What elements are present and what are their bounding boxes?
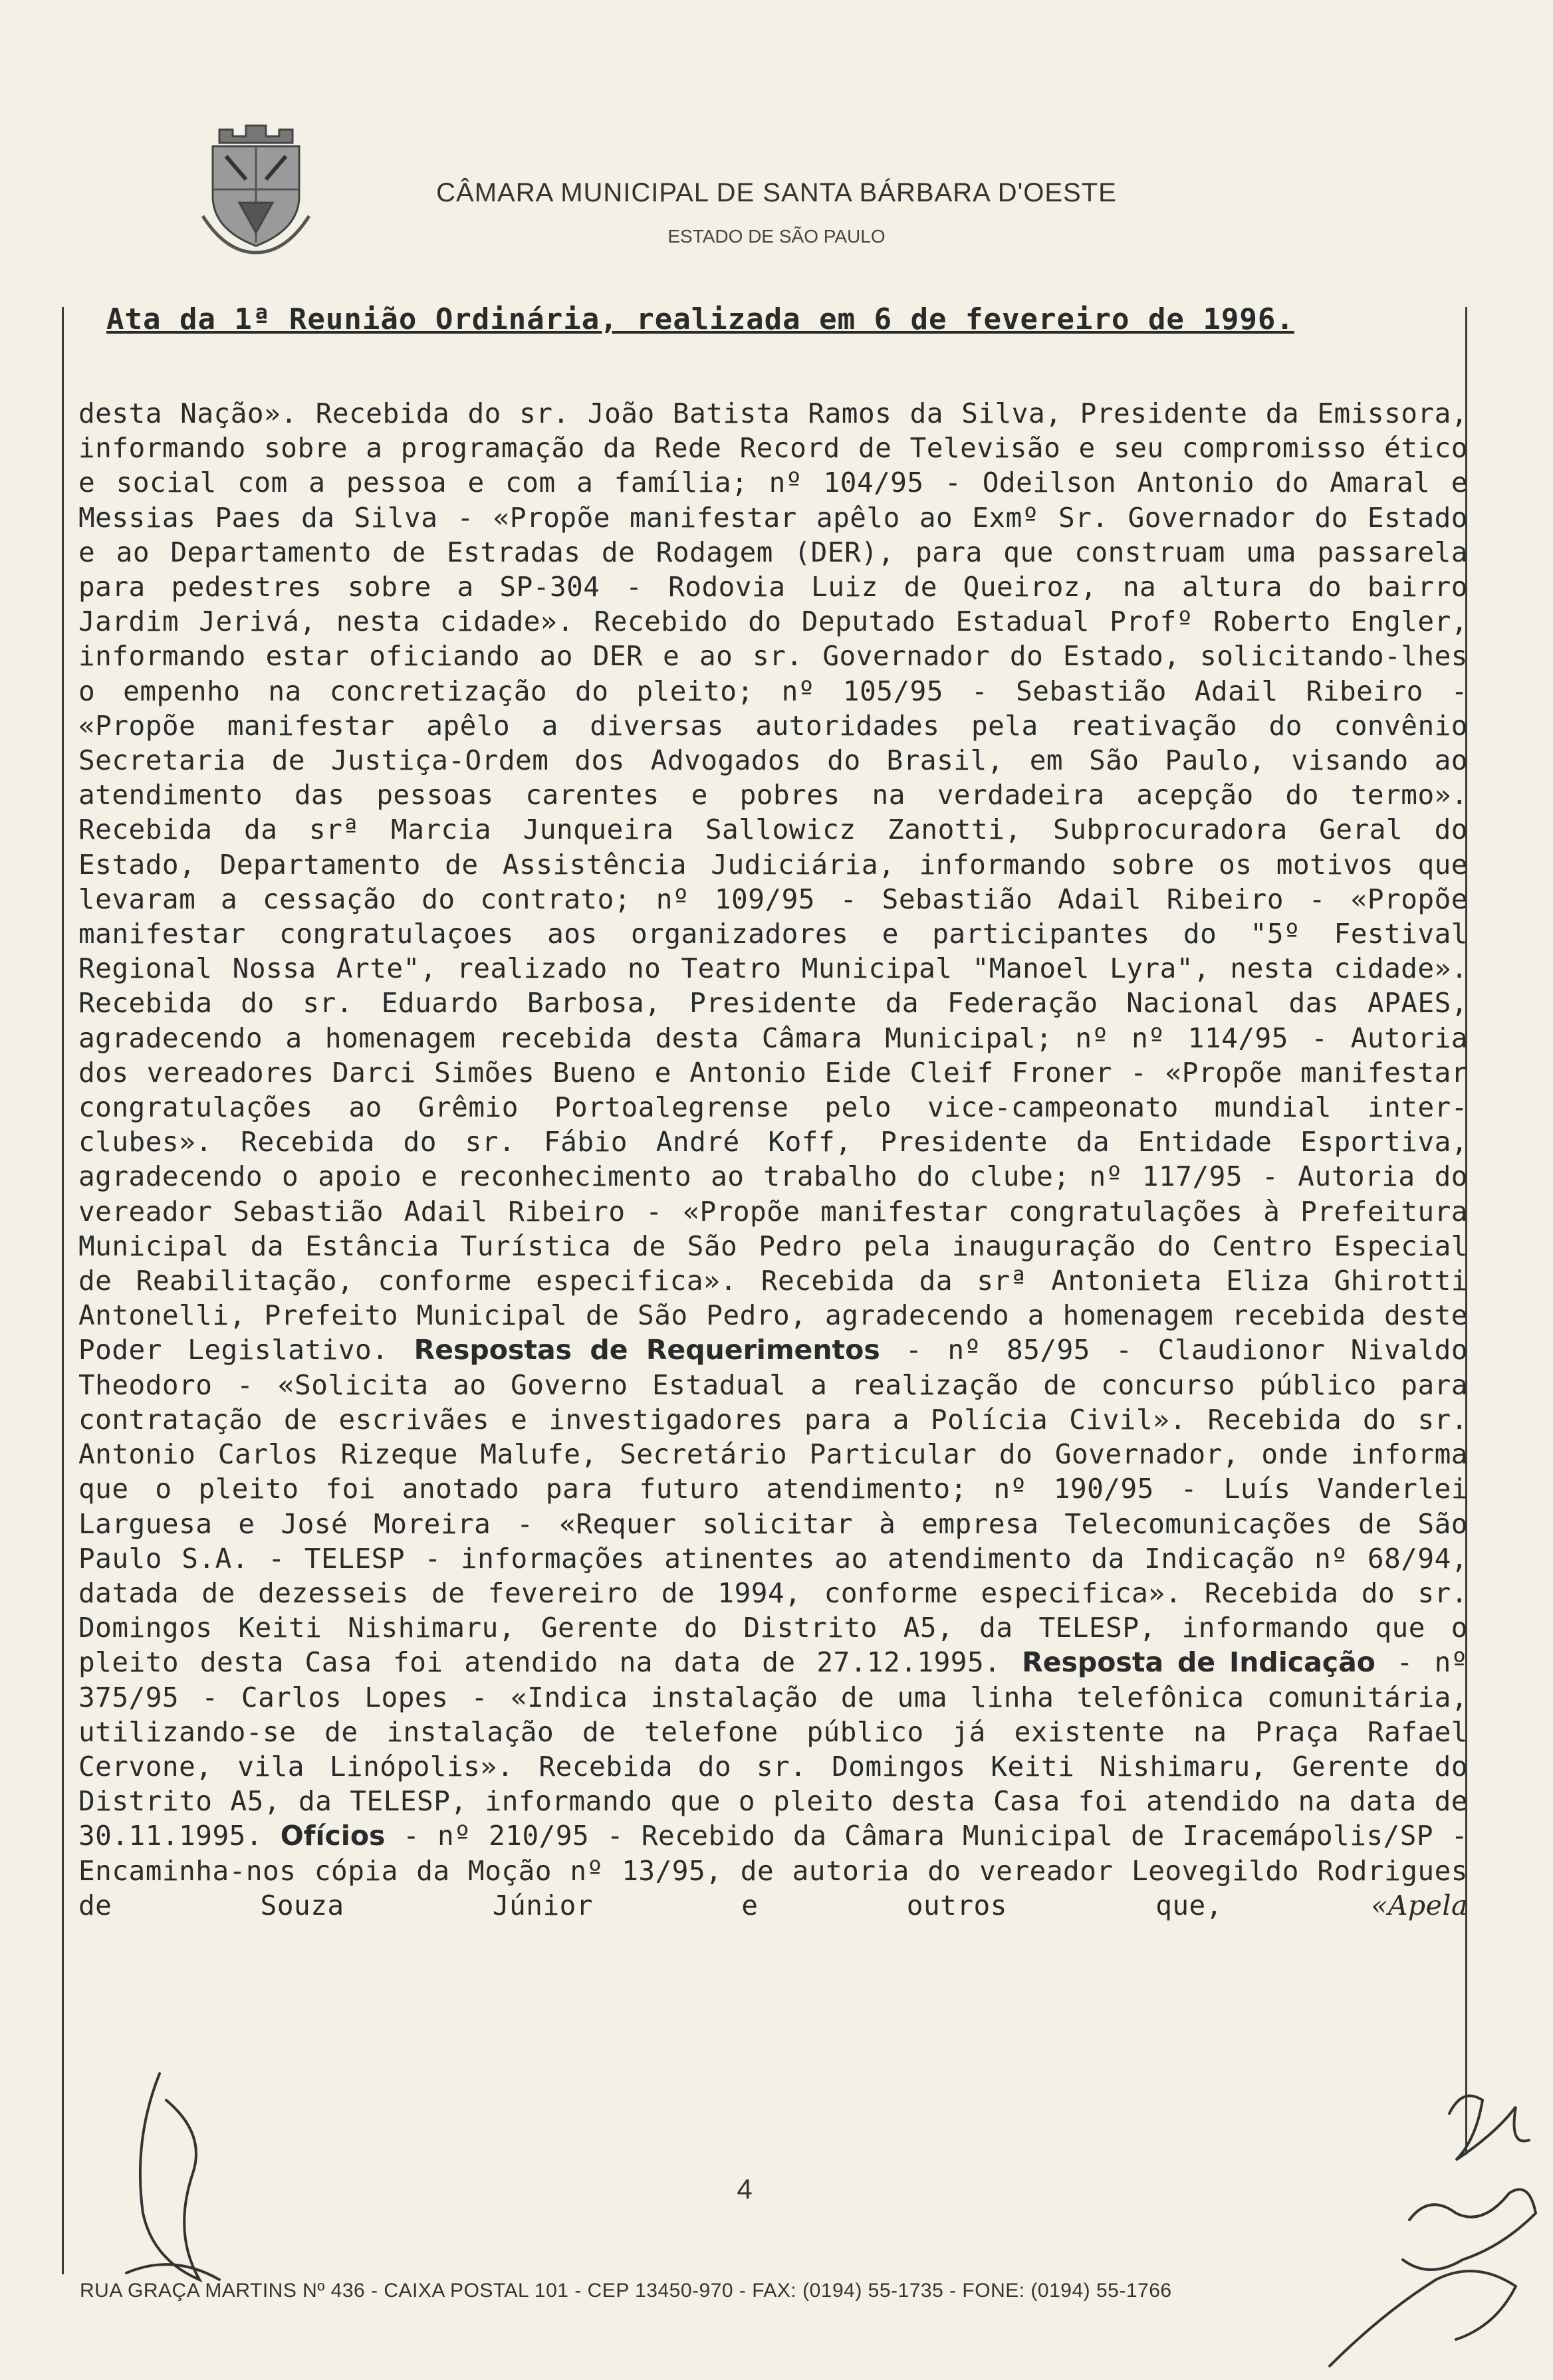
handwritten-signatures <box>0 2060 1553 2380</box>
body-segment: - nº 375/95 - Carlos Lopes - «Indica instalação de uma linha telefônica comunitária, utilizando-se de instalação de telefone público já existente na Praça Rafael Cervone, vila Linópolis». Recebida do sr. Domingos Keiti Nishimaru, Gerente do Distrito A5, da TELESP, informando que o pleito desta Casa foi atendido na data de 30.11.1995. <box>78 1646 1468 1852</box>
document-title: Ata da 1ª Reunião Ordinária, realizada em 6 de fevereiro de 1996. <box>106 302 1294 336</box>
section-heading: Resposta de Indicação <box>1022 1646 1375 1679</box>
document-body <box>78 396 1468 1923</box>
page-number: 4 <box>737 2173 753 2205</box>
body-segment: - nº 85/95 - Claudionor Nivaldo Theodoro - «Solicita ao Governo Estadual a realização de concurso público para contratação de escrivães e investigadores para a Polícia Civil». Recebida do sr. Antonio Carlos Rizeque Malufe, Secretário Particular do Governador, onde informa que o pleito foi anotado para futuro atendimento; nº 190/95 - Luís Vanderlei Larguesa e José Moreira - «Requer solicitar à empresa Telecomunicações de São Paulo S.A. - TELESP - informações atinentes ao atendimento da Indicação nº 68/94, datada de dezesseis de fevereiro de 1994, conforme especifica». Recebida do sr. Domingos Keiti Nishimaru, Gerente do Distrito A5, da TELESP, informando que o pleito desta Casa foi atendido na data de 27.12.1995. <box>78 1334 1469 1679</box>
body-segment: desta Nação». Recebida do sr. João Batista Ramos da Silva, Presidente da Emissora, informando sobre a programação da Rede Record de Televisão e seu compromisso ético e social com a pessoa e com a família; nº 104/95 - Odeilson Antonio do Amaral e Messias Paes da Silva - «Propõe manifestar apêlo ao Exmº Sr. Governador do Estado e ao Departamento de Estradas de Rodagem (DER), para que construam uma passarela para pedestres sobre a SP-304 - Rodovia Luiz de Queiroz, na altura do bairro Jardim Jerivá, nesta cidade». Recebido do Deputado Estadual Profº Roberto Engler, informando estar oficiando ao DER e ao sr. Governador do Estado, solicitando-lhes o empenho na concretização do pleito; nº 105/95 - Sebastião Adail Ribeiro - «Propõe manifestar apêlo a diversas autoridades pela reativação do convênio Secretaria de Justiça-Ordem dos Advogados do Brasil, em São Paulo, visando ao atendimento das pessoas carentes e pobres na verdadeira acepção do termo». Recebida da srª Marcia Junqueira Sallowicz Zanotti, Subprocuradora Geral do Estado, Departamento de Assistência Judiciária, informando sobre os motivos que levaram a cessação do contrato; nº 109/95 - Sebastião Adail Ribeiro - «Propõe manifestar congratulaçoes aos organizadores e participantes do "5º Festival Regional Nossa Arte", realizado no Teatro Municipal "Manoel Lyra", nesta cidade». Recebida do sr. Eduardo Barbosa, Presidente da Federação Nacional das APAES, agradecendo a homenagem recebida desta Câmara Municipal; nº nº 114/95 - Autoria dos vereadores Darci Simões Bueno e Antonio Eide Cleif Froner - «Propõe manifestar congratulações ao Grêmio Portoalegrense pelo vice-campeonato mundial inter-clubes». Recebida do sr. Fábio André Koff, Presidente da Entidade Esportiva, agradecendo o apoio e reconhecimento ao trabalho do clube; nº 117/95 - Autoria do vereador Sebastião Adail Ribeiro - «Propõe manifestar congratulações à Prefeitura Municipal da Estância Turística de São Pedro pela inauguração do Centro Especial de Reabilitação, conforme especifica». Recebida da srª Antonieta Eliza Ghirotti Antonelli, Prefeito Municipal de São Pedro, agradecendo a homenagem recebida deste Poder Legislativo. <box>78 397 1468 1366</box>
section-heading: Respostas de Requerimentos <box>414 1334 880 1366</box>
state-name: ESTADO DE SÃO PAULO <box>667 226 886 247</box>
body-segment: - nº 210/95 - Recebido da Câmara Municipal de Iracemápolis/SP - Encaminha-nos cópia da Moção nº 13/95, de autoria do vereador Leovegildo Rodrigues de Souza Júnior e outros que, <box>78 1820 1469 1921</box>
body-segment: «Apela <box>1371 1889 1468 1921</box>
institution-name: CÂMARA MUNICIPAL DE SANTA BÁRBARA D'OESTE <box>436 178 1117 207</box>
left-margin-line <box>62 307 64 2274</box>
footer-address: RUA GRAÇA MARTINS Nº 436 - CAIXA POSTAL 101 - CEP 13450-970 - FAX: (0194) 55-1735 - FONE: (0194) 55-1766 <box>80 2280 1172 2302</box>
section-heading: Ofícios <box>280 1820 386 1852</box>
